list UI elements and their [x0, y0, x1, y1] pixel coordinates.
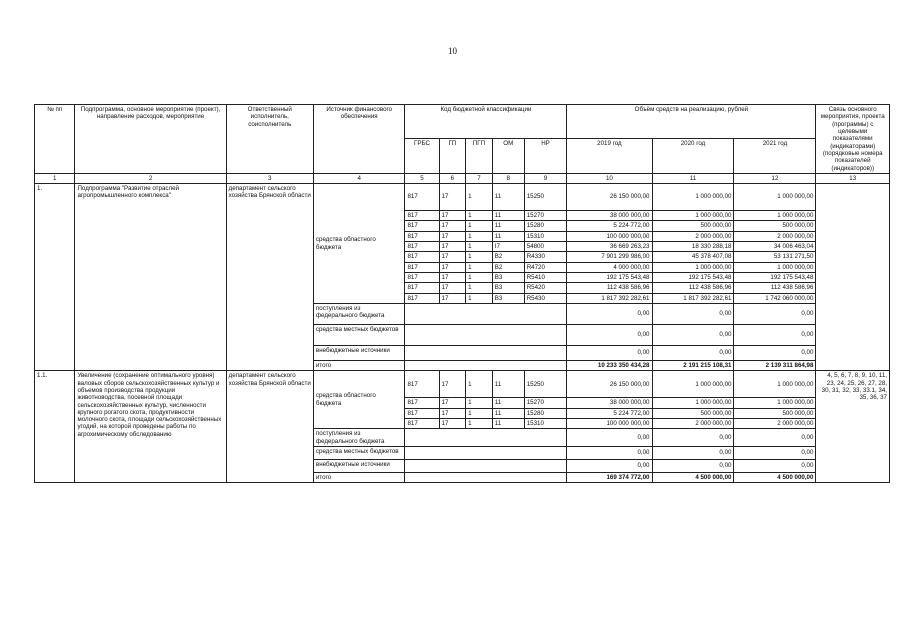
header-2019: 2019 год	[567, 139, 652, 173]
amount-2021: 0,00	[734, 303, 816, 324]
gp-cell: 17	[439, 242, 466, 252]
gp-cell: 17	[439, 231, 466, 241]
empty-cell	[405, 446, 567, 459]
empty-cell	[405, 429, 567, 447]
gp-cell: 17	[439, 252, 466, 262]
gp-cell: 17	[439, 371, 466, 398]
gp-cell: 17	[439, 221, 466, 231]
col-number: 3	[226, 173, 313, 183]
amount-2021: 1 000 000,00	[734, 371, 816, 398]
grbs-cell: 817	[405, 283, 439, 293]
gp-cell: 17	[439, 211, 466, 221]
np-cell: R5420	[524, 283, 567, 293]
amount-2020: 0,00	[652, 324, 734, 345]
page-number: 10	[448, 46, 457, 56]
np-cell: 15250	[524, 184, 567, 211]
grbs-cell: 817	[405, 242, 439, 252]
amount-2020: 0,00	[652, 446, 734, 459]
np-cell: R4720	[524, 262, 567, 272]
amount-2021: 500 000,00	[734, 221, 816, 231]
amount-2019: 1 817 392 282,61	[567, 293, 652, 303]
indicator-link: 4, 5, 6, 7, 8, 9, 10, 11, 23, 24, 25, 26, 27, 28, 30, 31, 32, 33, 33.1, 34, 35, 36, 37	[816, 371, 890, 483]
empty-cell	[405, 324, 567, 345]
col-number: 9	[524, 173, 567, 183]
amount-2020: 500 000,00	[652, 221, 734, 231]
amount-2019: 0,00	[567, 303, 652, 324]
amount-2021: 1 000 000,00	[734, 398, 816, 408]
grbs-cell: 817	[405, 398, 439, 408]
np-cell: 15310	[524, 231, 567, 241]
gp-cell: 17	[439, 184, 466, 211]
grbs-cell: 817	[405, 252, 439, 262]
amount-2021: 53 131 271,50	[734, 252, 816, 262]
amount-2019: 4 000 000,00	[567, 262, 652, 272]
indicator-link	[816, 184, 890, 371]
amount-2019: 26 150 000,00	[567, 371, 652, 398]
measure-name: Увеличение (сохранение оптимального уровня) валовых сборов сельскохозяйственных культур и объемов производства продукции животноводства, посевной площади сельскохозяйственных культур, численности крупного рогатого скота, продуктивности молочного скота, площади сельскохозяйственных угодий, на которой проведены работы по агрохимическому обследованию	[75, 371, 226, 483]
amount-2020: 0,00	[652, 429, 734, 447]
grbs-cell: 817	[405, 408, 439, 418]
amount-2019: 5 224 772,00	[567, 221, 652, 231]
np-cell: 15310	[524, 418, 567, 428]
measure-name: Подпрограмма "Развитие отраслей агропромышленного комплекса"	[75, 184, 226, 371]
amount-2020: 0,00	[652, 345, 734, 360]
grbs-cell: 817	[405, 418, 439, 428]
om-cell: 11	[492, 398, 524, 408]
header-num: № пп	[35, 105, 75, 174]
grbs-cell: 817	[405, 221, 439, 231]
total-2021: 4 500 000,00	[734, 472, 816, 482]
budget-table	[34, 104, 890, 483]
np-cell: R5410	[524, 273, 567, 283]
empty-cell	[405, 360, 567, 370]
grbs-cell: 817	[405, 184, 439, 211]
om-cell: B2	[492, 262, 524, 272]
amount-2020: 1 000 000,00	[652, 398, 734, 408]
amount-2020: 2 000 000,00	[652, 231, 734, 241]
gp-cell: 17	[439, 283, 466, 293]
amount-2021: 112 438 586,96	[734, 283, 816, 293]
amount-2021: 2 000 000,00	[734, 418, 816, 428]
col-number: 8	[492, 173, 524, 183]
amount-2019: 0,00	[567, 429, 652, 447]
col-number: 5	[405, 173, 439, 183]
np-cell: R5430	[524, 293, 567, 303]
total-2020: 2 191 215 108,31	[652, 360, 734, 370]
col-number: 13	[816, 173, 890, 183]
om-cell: 11	[492, 231, 524, 241]
np-cell: 15270	[524, 398, 567, 408]
amount-2021: 0,00	[734, 446, 816, 459]
amount-2021: 0,00	[734, 345, 816, 360]
source-label: поступления из федерального бюджета	[313, 429, 405, 447]
executor: департамент сельского хозяйства Брянской области	[226, 371, 313, 483]
amount-2020: 2 000 000,00	[652, 418, 734, 428]
pgp-cell: 1	[466, 184, 493, 211]
amount-2020: 1 817 392 282,61	[652, 293, 734, 303]
np-cell: R4330	[524, 252, 567, 262]
table-row	[35, 371, 890, 398]
om-cell: 11	[492, 408, 524, 418]
pgp-cell: 1	[466, 262, 493, 272]
om-cell: B3	[492, 273, 524, 283]
om-cell: B3	[492, 283, 524, 293]
col-number: 4	[313, 173, 405, 183]
np-cell: 54800	[524, 242, 567, 252]
amount-2020: 1 000 000,00	[652, 211, 734, 221]
header-subprogram: Подпрограмма, основное мероприятие (проект), направление расходов, мероприятие	[75, 105, 226, 174]
amount-2019: 26 150 000,00	[567, 184, 652, 211]
empty-cell	[405, 303, 567, 324]
pgp-cell: 1	[466, 418, 493, 428]
pgp-cell: 1	[466, 408, 493, 418]
amount-2019: 0,00	[567, 459, 652, 472]
gp-cell: 17	[439, 408, 466, 418]
amount-2019: 36 669 263,23	[567, 242, 652, 252]
amount-2019: 38 000 000,00	[567, 211, 652, 221]
pgp-cell: 1	[466, 231, 493, 241]
source-regional: средства областного бюджета	[313, 184, 405, 304]
amount-2020: 192 175 543,48	[652, 273, 734, 283]
om-cell: B3	[492, 293, 524, 303]
header-om: ОМ	[492, 139, 524, 173]
total-label: итого	[313, 472, 405, 482]
total-2020: 4 500 000,00	[652, 472, 734, 482]
col-number: 11	[652, 173, 734, 183]
amount-2019: 192 175 543,48	[567, 273, 652, 283]
gp-cell: 17	[439, 262, 466, 272]
amount-2021: 2 000 000,00	[734, 231, 816, 241]
total-2021: 2 139 311 864,98	[734, 360, 816, 370]
header-2021: 2021 год	[734, 139, 816, 173]
om-cell: 11	[492, 371, 524, 398]
amount-2021: 1 000 000,00	[734, 211, 816, 221]
col-number: 1	[35, 173, 75, 183]
amount-2019: 5 224 772,00	[567, 408, 652, 418]
source-label: средства местных бюджетов	[313, 446, 405, 459]
amount-2019: 112 438 586,96	[567, 283, 652, 293]
total-2019: 10 233 350 434,28	[567, 360, 652, 370]
pgp-cell: 1	[466, 283, 493, 293]
source-label: внебюджетные источники	[313, 345, 405, 360]
np-cell: 15280	[524, 408, 567, 418]
np-cell: 15250	[524, 371, 567, 398]
amount-2021: 1 000 000,00	[734, 262, 816, 272]
amount-2019: 0,00	[567, 345, 652, 360]
amount-2020: 1 000 000,00	[652, 371, 734, 398]
gp-cell: 17	[439, 418, 466, 428]
pgp-cell: 1	[466, 242, 493, 252]
amount-2021: 1 742 060 000,00	[734, 293, 816, 303]
table-row	[35, 184, 890, 211]
header-np: НР	[524, 139, 567, 173]
om-cell: 11	[492, 221, 524, 231]
amount-2021: 0,00	[734, 324, 816, 345]
np-cell: 15270	[524, 211, 567, 221]
empty-cell	[405, 345, 567, 360]
amount-2021: 0,00	[734, 429, 816, 447]
source-label: поступления из федерального бюджета	[313, 303, 405, 324]
om-cell: B2	[492, 252, 524, 262]
amount-2021: 0,00	[734, 459, 816, 472]
grbs-cell: 817	[405, 231, 439, 241]
col-number: 6	[439, 173, 466, 183]
col-number: 10	[567, 173, 652, 183]
empty-cell	[405, 472, 567, 482]
amount-2021: 500 000,00	[734, 408, 816, 418]
header-bk-group: Код бюджетной классификации	[405, 105, 567, 139]
amount-2020: 1 000 000,00	[652, 262, 734, 272]
pgp-cell: 1	[466, 273, 493, 283]
gp-cell: 17	[439, 398, 466, 408]
amount-2020: 1 000 000,00	[652, 184, 734, 211]
amount-2019: 0,00	[567, 324, 652, 345]
amount-2021: 1 000 000,00	[734, 184, 816, 211]
row-number: 1.	[35, 184, 75, 371]
total-label: итого	[313, 360, 405, 370]
om-cell: 11	[492, 418, 524, 428]
om-cell: 11	[492, 211, 524, 221]
column-number-row	[35, 173, 890, 183]
section-1-1	[35, 371, 890, 483]
source-label: внебюджетные источники	[313, 459, 405, 472]
header-grbs: ГРБС	[405, 139, 439, 173]
amount-2020: 0,00	[652, 303, 734, 324]
amount-2020: 112 438 586,96	[652, 283, 734, 293]
gp-cell: 17	[439, 273, 466, 283]
header-amount-group: Объём средств на реализацию, рублей	[567, 105, 816, 139]
pgp-cell: 1	[466, 293, 493, 303]
row-number: 1.1.	[35, 371, 75, 483]
amount-2020: 45 378 407,08	[652, 252, 734, 262]
col-number: 7	[466, 173, 493, 183]
grbs-cell: 817	[405, 211, 439, 221]
header-source: Источник финансового обеспечения	[313, 105, 405, 174]
pgp-cell: 1	[466, 371, 493, 398]
col-number: 12	[734, 173, 816, 183]
header-executor: Ответственный исполнитель, соисполнитель	[226, 105, 313, 174]
source-label: средства местных бюджетов	[313, 324, 405, 345]
pgp-cell: 1	[466, 221, 493, 231]
pgp-cell: 1	[466, 211, 493, 221]
pgp-cell: 1	[466, 252, 493, 262]
grbs-cell: 817	[405, 293, 439, 303]
om-cell: 11	[492, 184, 524, 211]
gp-cell: 17	[439, 293, 466, 303]
header-pgp: ПГП	[466, 139, 493, 173]
np-cell: 15280	[524, 221, 567, 231]
om-cell: I7	[492, 242, 524, 252]
executor: департамент сельского хозяйства Брянской области	[226, 184, 313, 371]
empty-cell	[405, 459, 567, 472]
header-gp: ГП	[439, 139, 466, 173]
amount-2020: 0,00	[652, 459, 734, 472]
header-2020: 2020 год	[652, 139, 734, 173]
amount-2019: 100 000 000,00	[567, 231, 652, 241]
amount-2019: 38 000 000,00	[567, 398, 652, 408]
amount-2019: 0,00	[567, 446, 652, 459]
section-1	[35, 184, 890, 371]
source-regional: средства областного бюджета	[313, 371, 405, 429]
amount-2021: 192 175 543,48	[734, 273, 816, 283]
amount-2021: 34 006 463,04	[734, 242, 816, 252]
amount-2020: 18 330 288,18	[652, 242, 734, 252]
amount-2019: 100 000 000,00	[567, 418, 652, 428]
header-link: Связь основного мероприятия, проекта (программы) с целевыми показателями (индикаторами) (порядковые номера показателей (индикаторов))	[816, 105, 890, 174]
grbs-cell: 817	[405, 371, 439, 398]
total-2019: 169 374 772,00	[567, 472, 652, 482]
col-number: 2	[75, 173, 226, 183]
amount-2020: 500 000,00	[652, 408, 734, 418]
amount-2019: 7 901 299 986,00	[567, 252, 652, 262]
pgp-cell: 1	[466, 398, 493, 408]
table-header	[35, 105, 890, 184]
grbs-cell: 817	[405, 262, 439, 272]
grbs-cell: 817	[405, 273, 439, 283]
